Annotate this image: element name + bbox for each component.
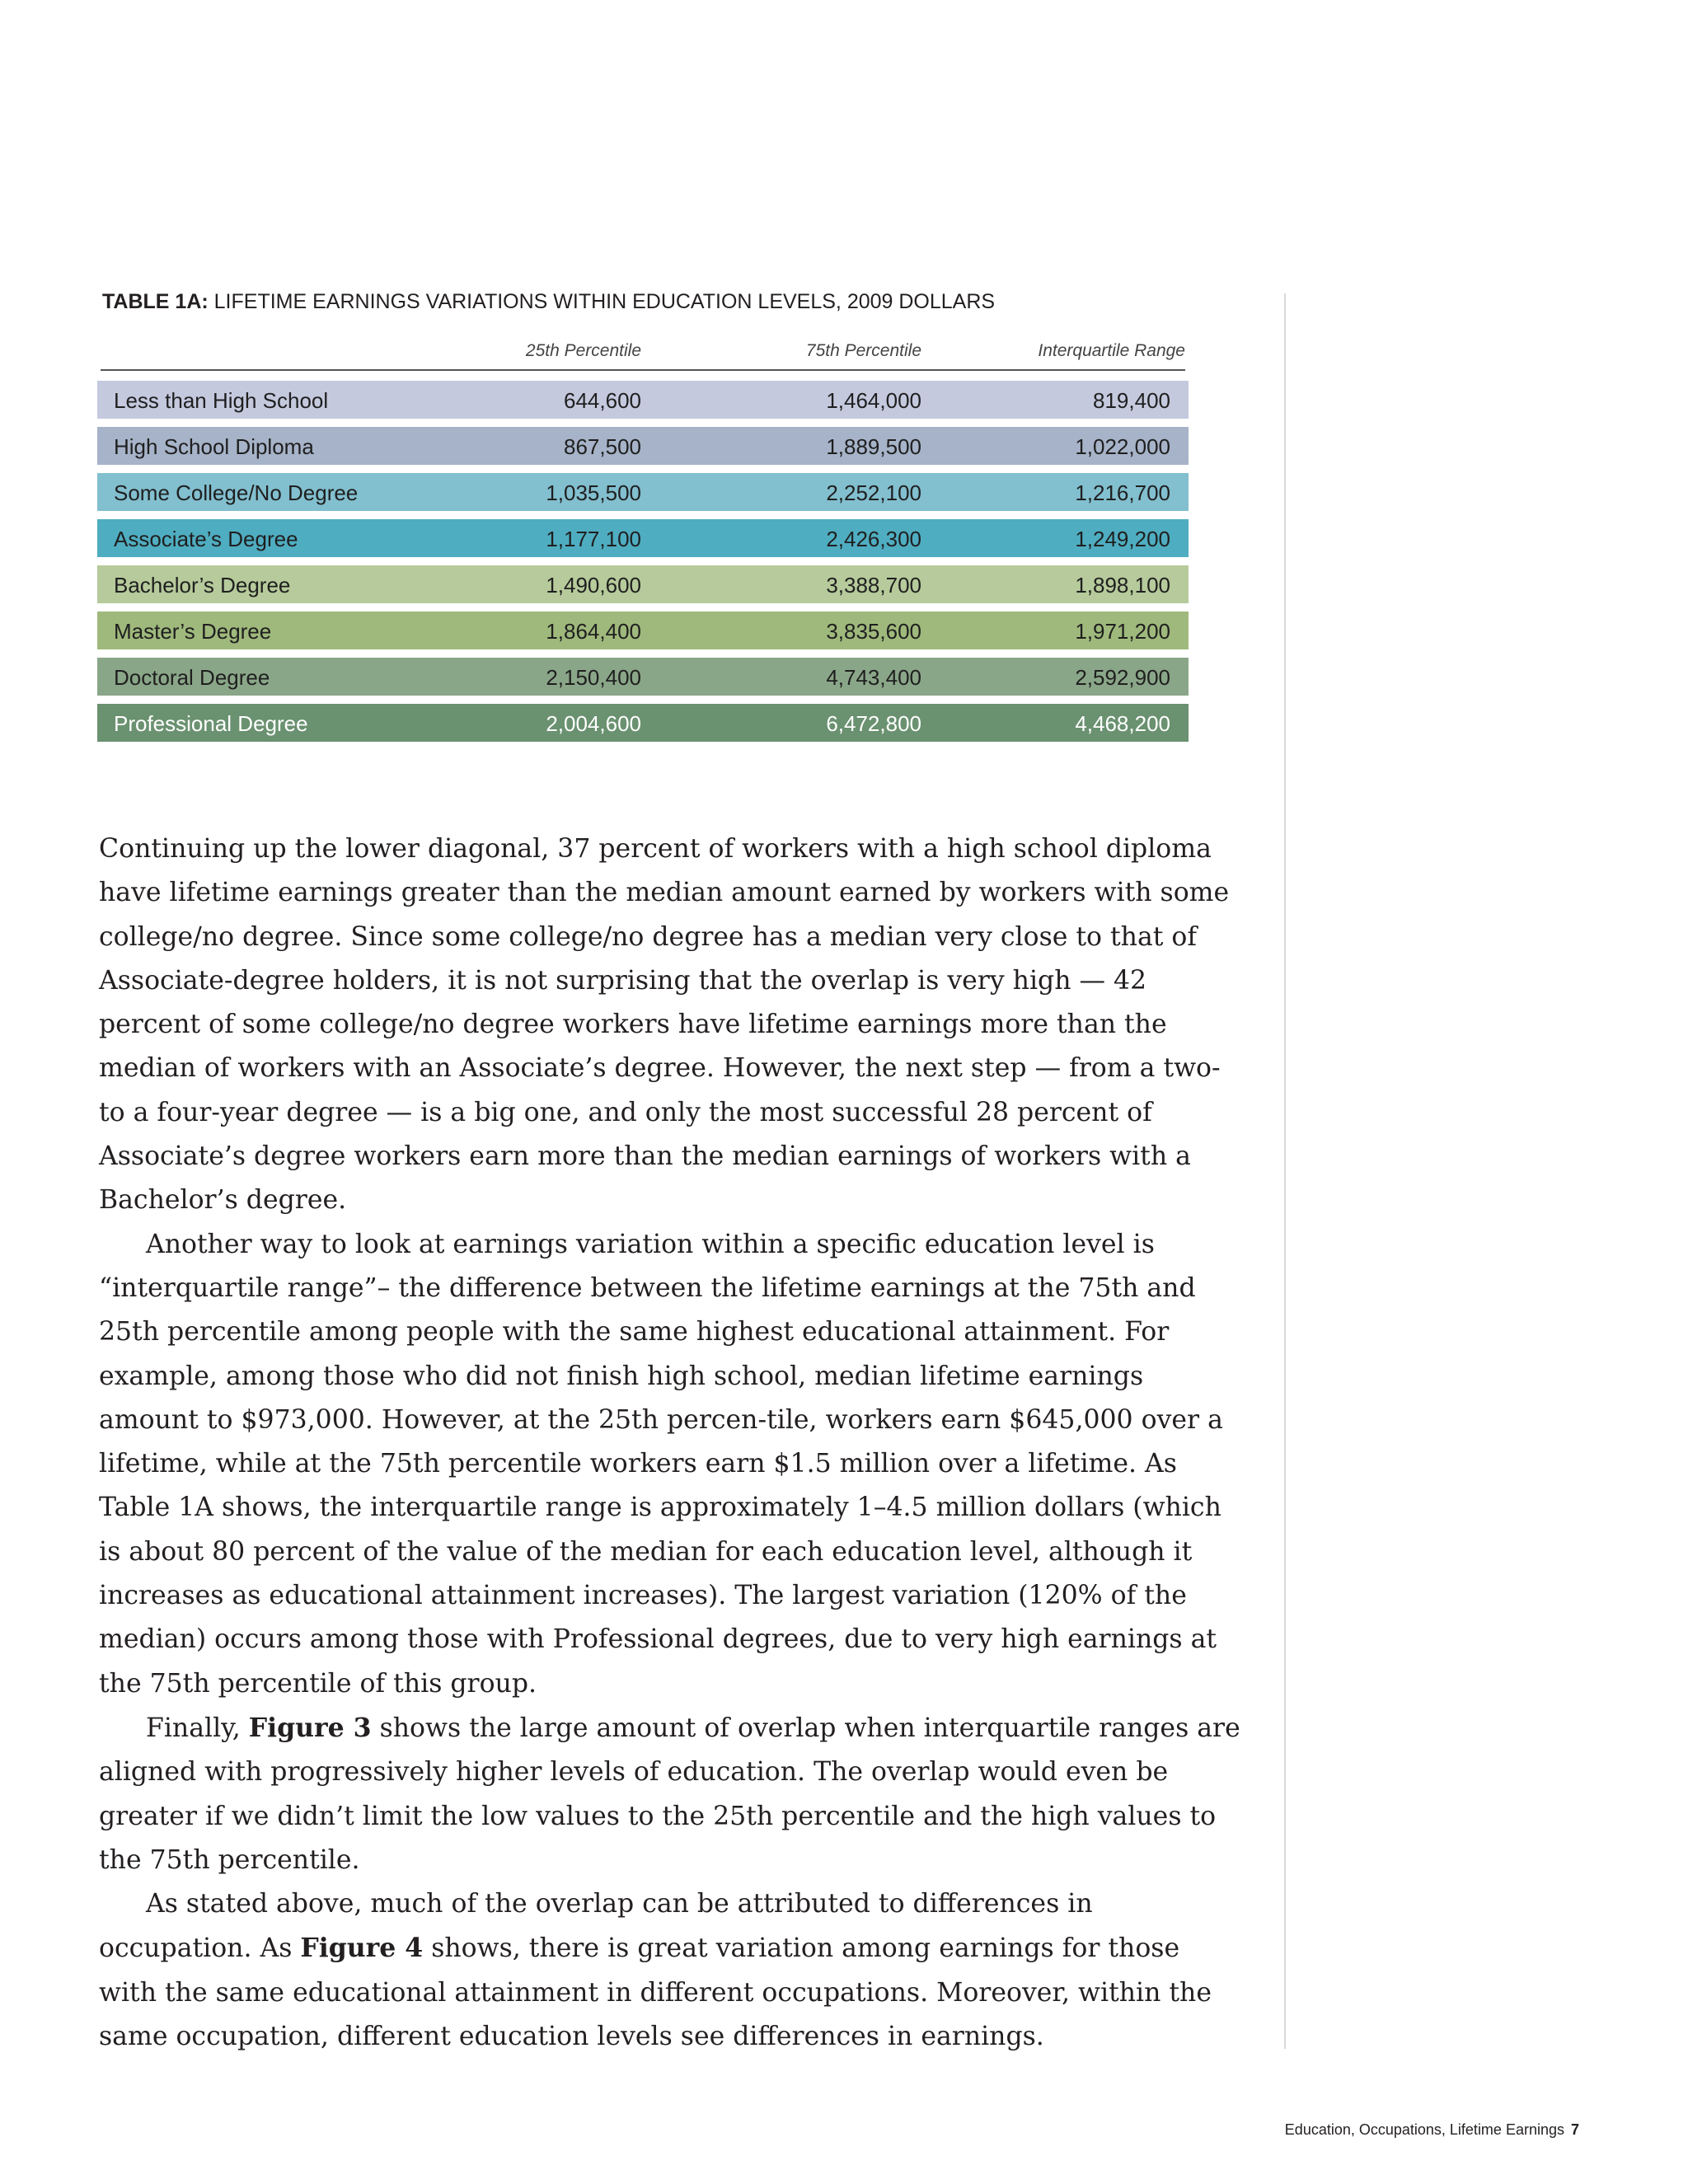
running-title: Education, Occupations, Lifetime Earnings — [1284, 2121, 1564, 2138]
row-label: Less than High School — [114, 388, 329, 413]
paragraph-text: Finally, — [146, 1713, 249, 1743]
cell-25th: 1,490,600 — [546, 573, 641, 598]
row-label: Bachelor’s Degree — [114, 573, 291, 598]
table-row — [97, 658, 1189, 696]
cell-75th: 4,743,400 — [826, 665, 921, 690]
cell-25th: 2,150,400 — [546, 665, 641, 690]
paragraph-text: shows, there is great variation among earnings for those with the same educational attainment in different occupations. Moreover, within the same occupation, different education levels see differences in earnings. — [99, 1933, 1212, 2052]
page-number: 7 — [1570, 2121, 1579, 2138]
cell-25th: 644,600 — [564, 388, 641, 413]
figure-reference: Figure 3 — [248, 1712, 372, 1743]
paragraph — [99, 1706, 1245, 1882]
cell-75th: 3,835,600 — [826, 619, 921, 644]
cell-25th: 1,035,500 — [546, 480, 641, 505]
cell-75th: 2,252,100 — [826, 480, 921, 505]
column-divider — [1284, 293, 1286, 2049]
figure-reference: Figure 4 — [300, 1933, 424, 1964]
row-label: Some College/No Degree — [114, 480, 359, 505]
table-title-label: TABLE 1A: — [102, 290, 209, 313]
cell-25th: 2,004,600 — [546, 711, 641, 736]
cell-iqr: 1,022,000 — [1075, 434, 1170, 459]
cell-25th: 867,500 — [564, 434, 641, 459]
table-row — [97, 519, 1189, 557]
paragraph-text: As stated above, much of the overlap can be attributed to differences in occupation. As — [99, 1889, 1093, 1964]
cell-75th: 6,472,800 — [826, 711, 921, 736]
paragraph: Continuing up the lower diagonal, 37 percent of workers with a high school diploma have lifetime earnings greater than the median amount earned by workers with some college/no degree. Since some college/no degree has a median very close to that of Associate-degree holders, it is not surprising that the overlap is very high — 42 percent of some college/no degree workers have lifetime earnings more than the median of workers with an Associate’s degree. However, the next step — from a two- to a four-year degree — is a big one, and only the most successful 28 percent of Associate’s degree workers earn more than the median earnings of workers with a Bachelor’s degree. — [99, 834, 1230, 1216]
table-row — [97, 565, 1189, 603]
table-row — [97, 381, 1189, 419]
paragraph-text: shows the large amount of overlap when interquartile ranges are aligned with progressively higher levels of education. The overlap would even be greater if we didn’t limit the low values to the 25th percentile and the high values to the 75th percentile. — [99, 1713, 1240, 1875]
cell-iqr: 1,971,200 — [1075, 619, 1170, 644]
cell-75th: 1,464,000 — [826, 388, 921, 413]
cell-75th: 2,426,300 — [826, 527, 921, 551]
row-label: High School Diploma — [114, 434, 314, 459]
paragraph — [99, 1882, 1245, 2059]
table-row — [97, 704, 1189, 742]
table-row — [97, 612, 1189, 649]
row-label: Master’s Degree — [114, 619, 272, 644]
cell-iqr: 4,468,200 — [1075, 711, 1170, 736]
cell-25th: 1,177,100 — [546, 527, 641, 551]
cell-25th: 1,864,400 — [546, 619, 641, 644]
cell-iqr: 2,592,900 — [1075, 665, 1170, 690]
page-footer — [1285, 2121, 1579, 2139]
cell-75th: 3,388,700 — [826, 573, 921, 598]
paragraph: Another way to look at earnings variation within a specific education level is “interquartile range”– the difference between the lifetime earnings at the 75th and 25th percentile among people with the same highest educational attainment. For example, among those who did not finish high school, median lifetime earnings amount to $973,000. However, at the 25th percen-tile, workers earn $645,000 over a lifetime, while at the 75th percentile workers earn $1.5 million over a lifetime. As Table 1A shows, the interquartile range is approximately 1–4.5 million dollars (which is about 80 percent of the value of the median for each education level, although it increases as educational attainment increases). The largest variation (120% of the median) occurs among those with Professional degrees, due to very high earnings at the 75th percentile of this group. — [99, 1229, 1223, 1699]
table-row — [97, 427, 1189, 465]
row-label: Professional Degree — [114, 711, 308, 736]
column-header-75th: 75th Percentile — [805, 341, 921, 360]
cell-75th: 1,889,500 — [826, 434, 921, 459]
column-header-iqr: Interquartile Range — [1038, 341, 1185, 360]
cell-iqr: 1,249,200 — [1075, 527, 1170, 551]
table-row — [97, 473, 1189, 511]
table-header-row — [101, 336, 1185, 371]
row-label: Associate’s Degree — [114, 527, 298, 551]
cell-iqr: 1,216,700 — [1075, 480, 1170, 505]
table-title — [102, 290, 995, 314]
row-label: Doctoral Degree — [114, 665, 270, 690]
cell-iqr: 1,898,100 — [1075, 573, 1170, 598]
column-header-25th: 25th Percentile — [525, 341, 641, 360]
body-text — [99, 827, 1245, 2059]
cell-iqr: 819,400 — [1093, 388, 1170, 413]
table-title-text: LIFETIME EARNINGS VARIATIONS WITHIN EDUCATION LEVELS, 2009 DOLLARS — [208, 290, 996, 313]
